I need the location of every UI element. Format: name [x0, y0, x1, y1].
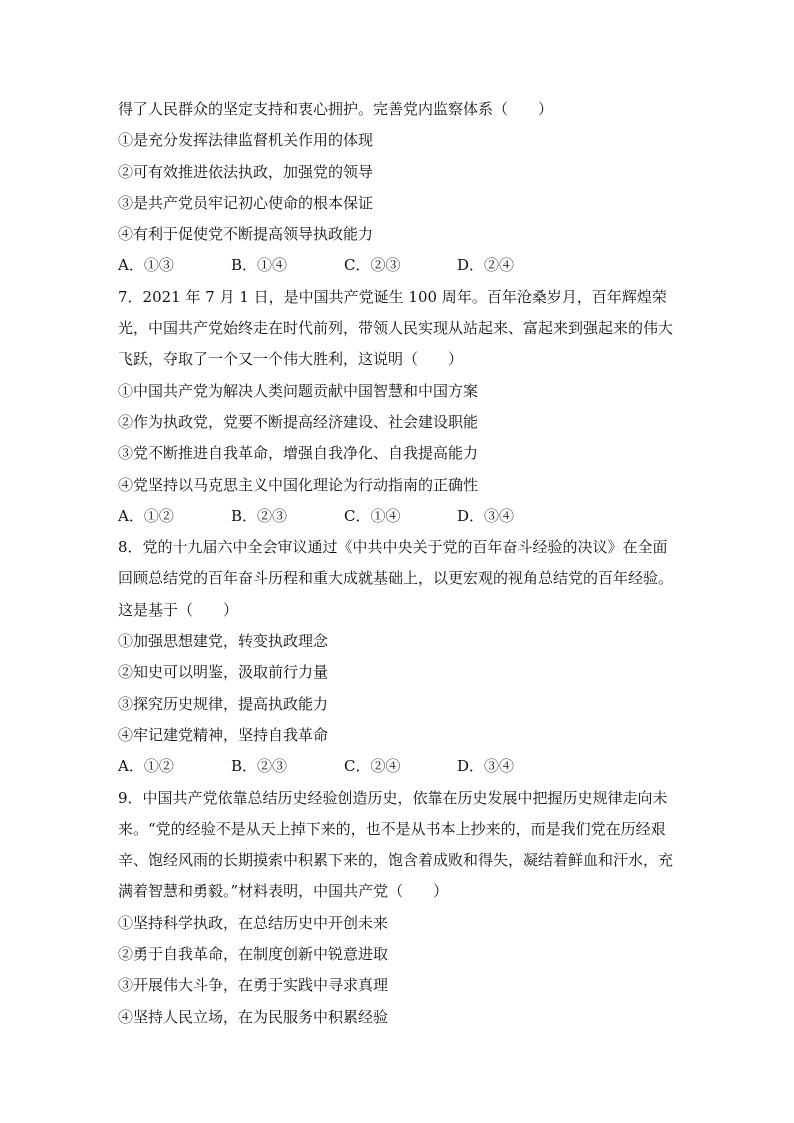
q6-option-3: ③是共产党员牢记初心使命的根本保证 [118, 193, 374, 212]
q6-stem: 得了人民群众的坚定支持和衷心拥护。完善党内监察体系（ ） [118, 100, 554, 118]
q8-choices [118, 751, 678, 782]
q8-option-1: ①加强思想建党，转变执政理念 [118, 632, 329, 651]
question-content [118, 94, 678, 1033]
q7-option-1: ①中国共产党为解决人类问题贡献中国智慧和中国方案 [118, 381, 479, 400]
q8-choice-c: C．②④ [344, 757, 401, 776]
q8-option-2: ②知史可以明鉴，汲取前行力量 [118, 663, 329, 682]
q6-choice-c: C．②③ [344, 256, 401, 275]
q6-option-4: ④有利于促使党不断提高领导执政能力 [118, 225, 374, 244]
q7-option-2: ②作为执政党，党要不断提高经济建设、社会建设职能 [118, 412, 479, 431]
q9-option-3: ③开展伟大斗争，在勇于实践中寻求真理 [118, 976, 389, 995]
q7-choice-a: A．①② [118, 506, 174, 525]
q7-option-4: ④党坚持以马克思主义中国化理论为行动指南的正确性 [118, 475, 479, 494]
q8-option-4: ④牢记建党精神，坚持自我革命 [118, 725, 329, 744]
q7-choices [118, 501, 678, 532]
q6-option-1: ①是充分发挥法律监督机关作用的体现 [118, 131, 374, 150]
q7-choice-c: C．①④ [344, 506, 401, 525]
q6-choice-b: B．①④ [231, 256, 288, 275]
q8-choice-b: B．②③ [231, 757, 288, 776]
q9-stem: 9．中国共产党依靠总结历史经验创造历史，依靠在历史发展中把握历史规律走向未来。“党的经验不是从天上掉下来的，也不是从书本上抄来的，而是我们党在历经艰辛、饱经风雨的长期摸索中积累下来的，饱含着成败和得失，凝结着鲜血和汗水，充满着智慧和勇毅。”材料表明，中国共产党（ ） [118, 788, 674, 901]
q8-stem: 8．党的十九届六中全会审议通过《中共中央关于党的百年奋斗经验的决议》在全面回顾总结党的百年奋斗历程和重大成就基础上，以更宏观的视角总结党的百年经验。这是基于（ ） [118, 538, 674, 619]
q9-option-2: ②勇于自我革命，在制度创新中锐意进取 [118, 945, 389, 964]
q6-choice-d: D．②④ [457, 256, 515, 275]
q7-choice-b: B．②③ [231, 506, 288, 525]
q7-stem: 7．2021 年 7 月 1 日，是中国共产党诞生 100 周年。百年沧桑岁月，百年辉煌荣光，中国共产党始终走在时代前列，带领人民实现从站起来、富起来到强起来的伟大飞跃，夺取了一个又一个伟大胜利，这说明（ ） [118, 287, 674, 369]
q6-choice-a: A．①③ [118, 256, 174, 275]
q6-option-2: ②可有效推进依法执政，加强党的领导 [118, 162, 374, 181]
q8-option-3: ③探究历史规律，提高执政能力 [118, 694, 329, 713]
q8-choice-a: A．①② [118, 757, 174, 776]
q9-option-1: ①坚持科学执政，在总结历史中开创未来 [118, 913, 389, 932]
q6-choices [118, 250, 678, 281]
q7-choice-d: D．③④ [457, 506, 515, 525]
q7-option-3: ③党不断推进自我革命，增强自我净化、自我提高能力 [118, 444, 479, 463]
q9-option-4: ④坚持人民立场，在为民服务中积累经验 [118, 1007, 389, 1026]
q8-choice-d: D．③④ [457, 757, 515, 776]
